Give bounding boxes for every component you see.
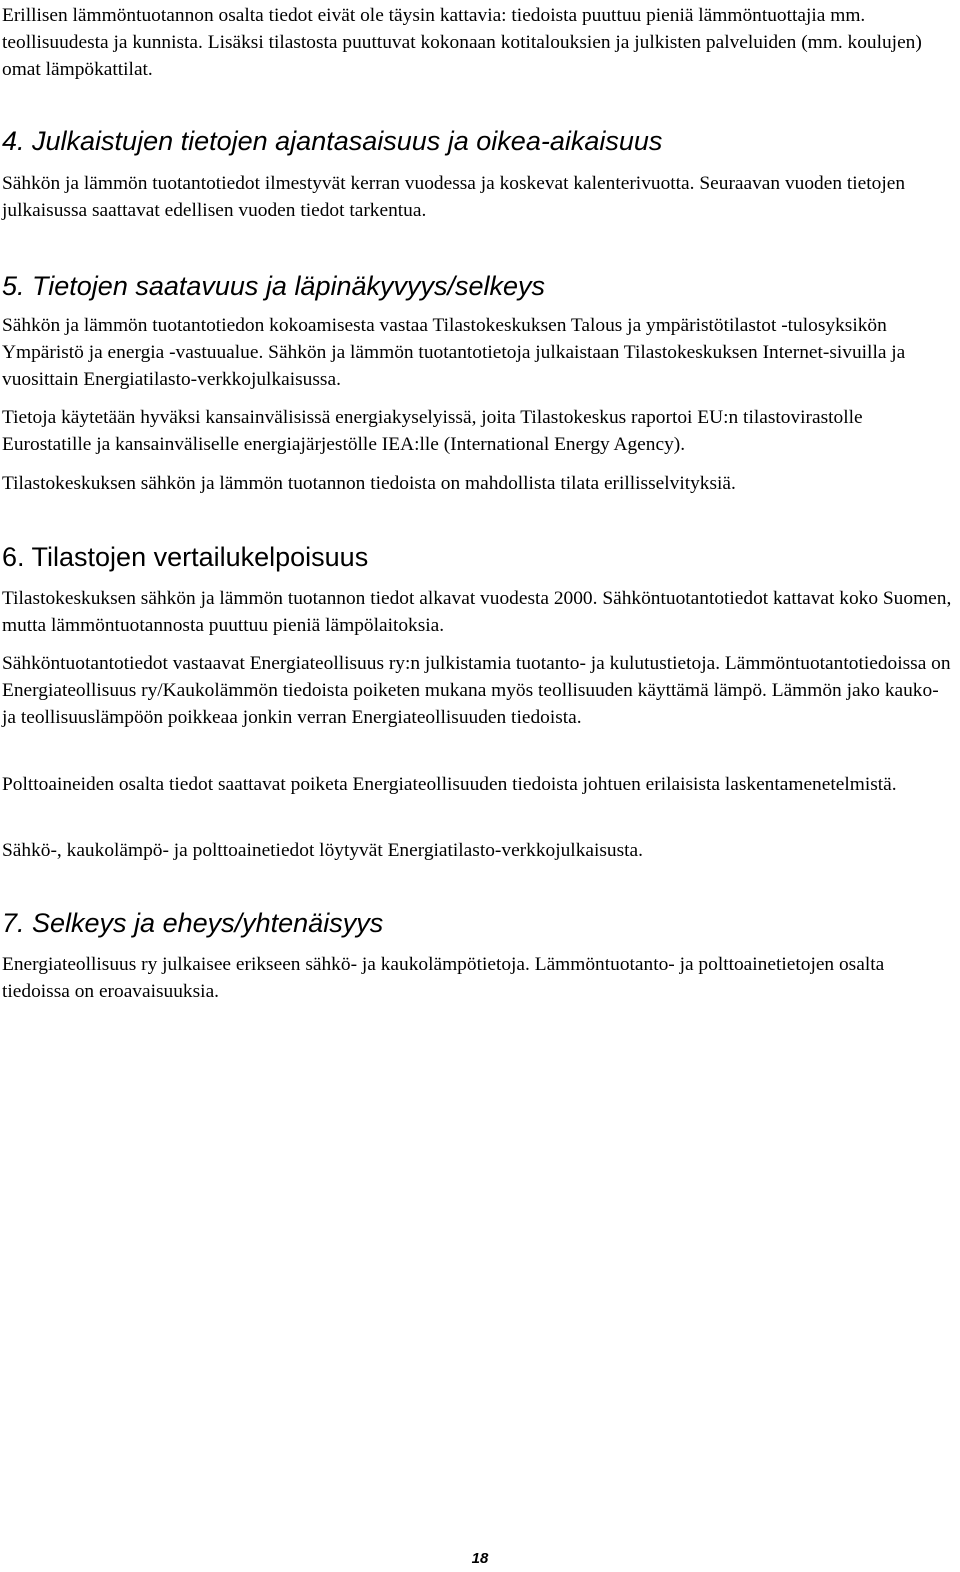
- section-6-paragraph: Sähköntuotantotiedot vastaavat Energiateollisuus ry:n julkistamia tuotanto- ja kulutustietoja. Lämmöntuotantotiedoissa on Energiateollisuus ry/Kaukolämmön tiedoista poiketen mukana myös teollisuuden käyttämä lämpö. Lämmön jako kauko- ja teollisuuslämpöön poikkeaa jonkin verran Energiateollisuuden tiedoista.: [2, 653, 951, 728]
- section-6-paragraph: Polttoaineiden osalta tiedot saattavat poiketa Energiateollisuuden tiedoista johtuen erilaisista laskentamenetelmistä.: [2, 774, 897, 795]
- intro-paragraph: Erillisen lämmöntuotannon osalta tiedot eivät ole täysin kattavia: tiedoista puuttuu pieniä lämmöntuottajia mm. teollisuudesta ja kunnista. Lisäksi tilastosta puuttuvat kokonaan kotitalouksien ja julkisten palveluiden (mm. koulujen) omat lämpökattilat.: [2, 5, 922, 80]
- section-6-paragraph: Sähkö-, kaukolämpö- ja polttoainetiedot löytyvät Energiatilasto-verkkojulkaisusta.: [2, 840, 644, 861]
- section-5-paragraph: Tilastokeskuksen sähkön ja lämmön tuotannon tiedoista on mahdollista tilata erillisselvityksiä.: [2, 473, 736, 494]
- section-5-paragraph: Sähkön ja lämmön tuotantotiedon kokoamisesta vastaa Tilastokeskuksen Talous ja ympäristötilastot -tulosyksikön Ympäristö ja energia -vastuualue. Sähkön ja lämmön tuotantotietoja julkaistaan Tilastokeskuksen Internet-sivuilla ja vuosittain Energiatilasto-verkkojulkaisussa.: [2, 315, 906, 390]
- section-4-heading: 4. Julkaistujen tietojen ajantasaisuus ja oikea-aikaisuus: [2, 126, 663, 156]
- section-7-paragraph: Energiateollisuus ry julkaisee erikseen sähkö- ja kaukolämpötietoja. Lämmöntuotanto- ja polttoainetietojen osalta tiedoissa on eroavaisuuksia.: [2, 954, 885, 1002]
- section-5-paragraph: Tietoja käytetään hyväksi kansainvälisissä energiakyselyissä, joita Tilastokeskus raportoi EU:n tilastovirastolle Eurostatille ja kansainväliselle energiajärjestölle IEA:lle (International Energy Agency).: [2, 407, 863, 455]
- section-6-heading: 6. Tilastojen vertailukelpoisuus: [2, 542, 369, 572]
- page-number: 18: [471, 1550, 489, 1567]
- section-5-heading: 5. Tietojen saatavuus ja läpinäkyvyys/selkeys: [2, 271, 546, 301]
- section-4-paragraph: Sähkön ja lämmön tuotantotiedot ilmestyvät kerran vuodessa ja koskevat kalenterivuotta. Seuraavan vuoden tietojen julkaisussa saattavat edellisen vuoden tiedot tarkentua.: [2, 173, 906, 221]
- section-7-heading: 7. Selkeys ja eheys/yhtenäisyys: [2, 908, 384, 938]
- section-6-paragraph: Tilastokeskuksen sähkön ja lämmön tuotannon tiedot alkavat vuodesta 2000. Sähköntuotantotiedot kattavat koko Suomen, mutta lämmöntuotannosta puuttuu pieniä lämpölaitoksia.: [2, 588, 952, 636]
